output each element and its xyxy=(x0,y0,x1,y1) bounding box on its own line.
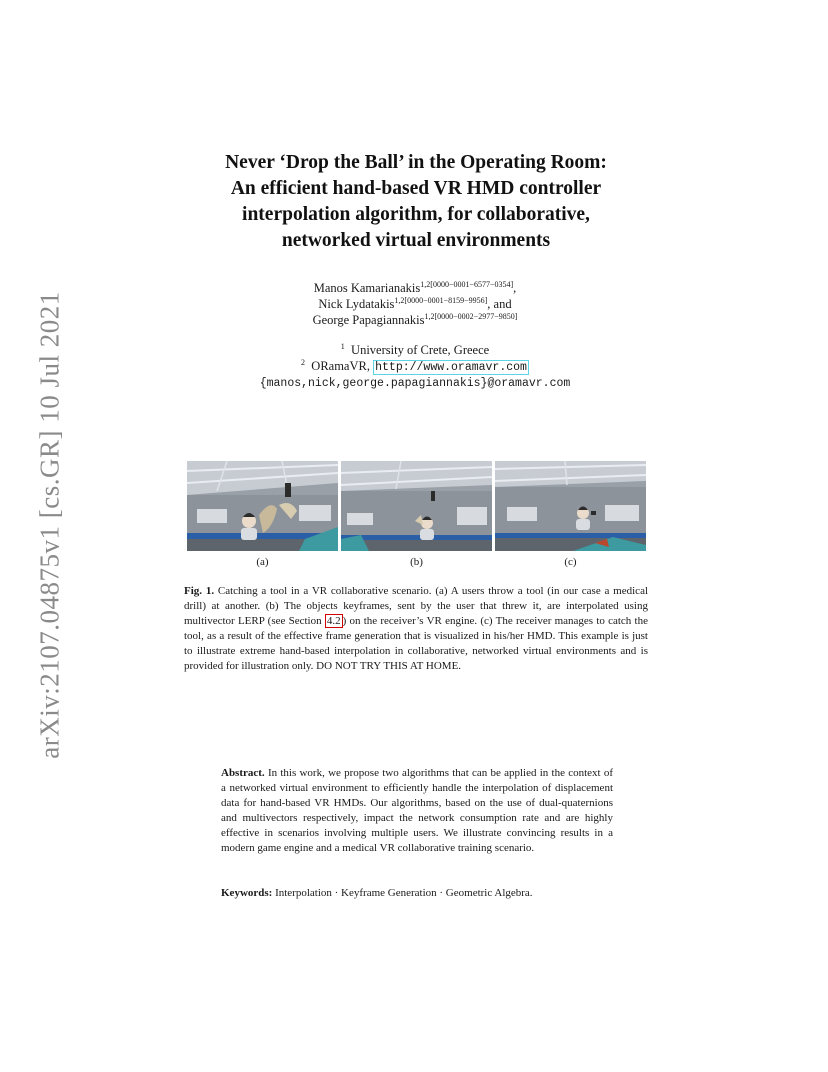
author-name: George Papagiannakis xyxy=(312,313,425,327)
abstract-label: Abstract. xyxy=(221,767,265,779)
affiliation-text: University of Crete, Greece xyxy=(351,343,490,357)
author-separator: , and xyxy=(487,297,512,311)
abstract xyxy=(221,766,613,856)
subcaption-b: (b) xyxy=(410,556,423,568)
author-orcid: 1,2[0000−0002−2977−9850] xyxy=(424,312,518,321)
email-addresses: {manos,nick,george.papagiannakis}@oramavr.com xyxy=(259,377,571,390)
figure-label: Fig. 1. xyxy=(184,585,215,597)
figure-panel-c xyxy=(495,461,646,551)
section-reference-link[interactable]: 4.2 xyxy=(326,615,341,627)
caption-text-continued: ) on the receiver’s VR engine. (c) The receiver manages to catch the tool, as a result of the effective frame generation that is visualized in his/her HMD. This example is just to illustrate extreme hand-based interpolation in collaborative, networked virtual environments and is provided for illustration only. DO NOT TRY THIS AT HOME. xyxy=(184,615,648,672)
author-name: Manos Kamarianakis xyxy=(313,281,421,295)
arxiv-identifier: arXiv:2107.04875v1 [cs.GR] 10 Jul 2021 xyxy=(34,291,65,759)
subcaption-a: (a) xyxy=(256,556,269,568)
paper-title xyxy=(150,150,682,254)
affiliation-2 xyxy=(190,358,640,376)
author-separator: , xyxy=(513,281,517,295)
title-line: Never ‘Drop the Ball’ in the Operating Room: xyxy=(225,152,607,173)
figure-panel-b xyxy=(341,461,492,551)
keywords-text: Interpolation · Keyframe Generation · Geometric Algebra. xyxy=(275,887,533,899)
affiliation-url-link[interactable]: http://www.oramavr.com xyxy=(375,361,527,374)
affiliation-mark: 1 xyxy=(340,342,345,351)
subcaption-c: (c) xyxy=(564,556,577,568)
figure-panel-a xyxy=(187,461,338,551)
keywords-label: Keywords: xyxy=(221,887,273,899)
author-entry xyxy=(190,312,640,328)
affiliation-text: ORamaVR, xyxy=(311,359,370,373)
affiliation-mark: 2 xyxy=(301,358,306,367)
title-line: interpolation algorithm, for collaborative, xyxy=(242,204,590,225)
caption-text: Catching a tool in a VR collaborative scenario. (a) A users throw a tool (in our case a medical drill) at another. (b) The objects keyframes, sent by the user that threw it, are interpolated using multivector LERP (see Section xyxy=(184,585,649,627)
affiliation-1 xyxy=(190,342,640,358)
author-name: Nick Lydatakis xyxy=(318,297,395,311)
abstract-text: In this work, we propose two algorithms that can be applied in the context of a networked virtual environment to efficiently handle the interpolation of displacement data for hand-based VR HMDs. Our algorithms, based on the use of dual-quaternions and multivectors respectively, impact the network consumption rate and are highly effective in scenarios involving multiple users. We illustrate convincing results in a modern game engine and a medical VR collaborative training scenario. xyxy=(221,767,614,854)
author-entry xyxy=(190,296,640,312)
author-orcid: 1,2[0000−0001−6577−0354] xyxy=(420,280,514,289)
title-line: An efficient hand-based VR HMD controller xyxy=(230,178,602,199)
author-list xyxy=(190,280,640,328)
author-orcid: 1,2[0000−0001−8159−9956] xyxy=(394,296,488,305)
keywords xyxy=(221,886,641,901)
title-line: networked virtual environments xyxy=(281,230,551,251)
affiliations xyxy=(190,342,640,392)
author-entry xyxy=(190,280,640,296)
figure-caption xyxy=(184,584,648,674)
